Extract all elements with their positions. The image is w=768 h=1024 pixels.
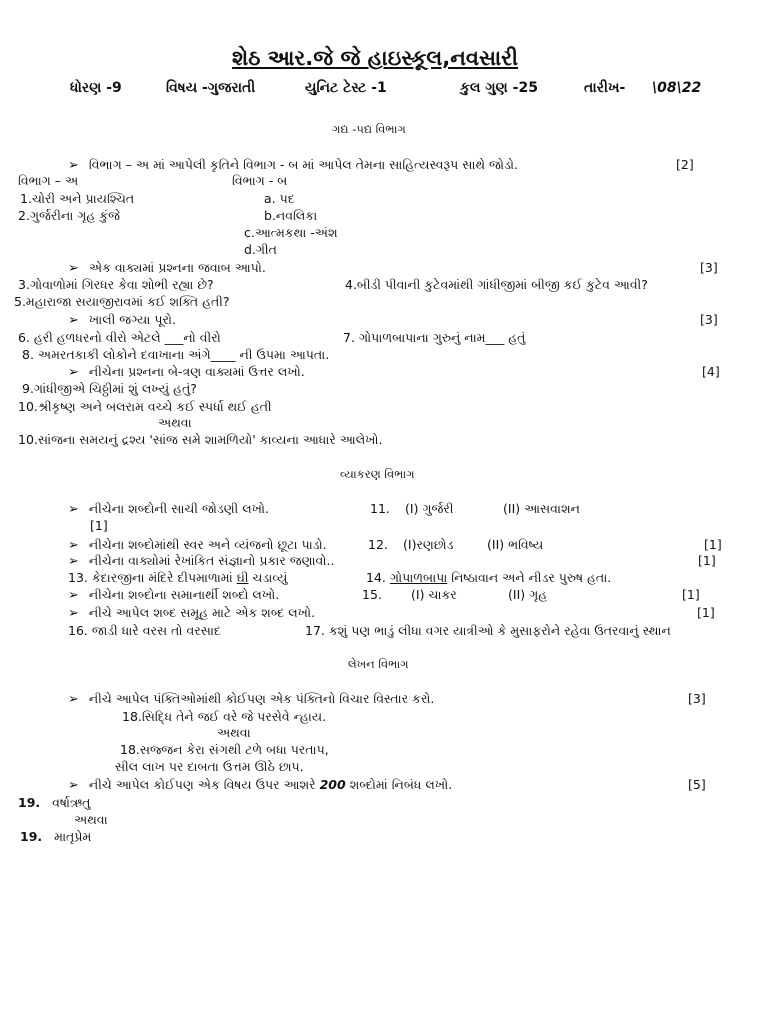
section-writing: લેખન વિભાગ (348, 657, 409, 671)
arrow-bullet-icon: ➢ (68, 588, 79, 603)
q13-text-end: ચડાવ્યું (248, 570, 288, 585)
marks-label: કુલ ગુણ -25 (460, 80, 538, 96)
q13-text: 13. કેદારજીના મંદિરે દીપમાળામાં (68, 570, 237, 585)
g3-instruction (68, 553, 334, 570)
g2-ii: (II) ભવિષ્ય (487, 537, 544, 552)
q4-instruction (68, 364, 305, 381)
q1-col-a: વિભાગ – અ (18, 173, 79, 188)
g3-marks: [1] (698, 553, 716, 568)
q1-b-d: d.ગીત (244, 242, 277, 257)
w2-text-end: શબ્દોમાં નિબંધ લખો. (345, 777, 453, 792)
q18b-line1: 18.સજ્જન કેરા સંગથી ટળે બધા પરતાપ, (120, 742, 329, 757)
section-grammar: વ્યાકરણ વિભાગ (340, 467, 415, 481)
q3-text: ખાલી જગ્યા પૂરો. (88, 312, 177, 327)
q5-question: 5.મહારાજા સયાજીરાવમાં કઈ શક્તિ હતી? (14, 294, 230, 309)
g2-num: 12. (368, 537, 388, 552)
q1-marks: [2] (676, 157, 694, 172)
std-label: ધોરણ -9 (70, 80, 122, 96)
g1-ii: (II) આસવાશન (503, 501, 580, 516)
q2-marks: [3] (700, 260, 718, 275)
q3-marks: [3] (700, 312, 718, 327)
essay-1-num: 19. (18, 795, 41, 810)
essay-2 (20, 829, 91, 845)
g1-marks: [1] (90, 518, 108, 533)
q10-or: અથવા (158, 415, 192, 430)
g4-instruction (68, 587, 279, 604)
g4-i: (I) ચાકર (411, 587, 457, 602)
g3-text: નીચેના વાક્યોમાં રેખાંકિત સંજ્ઞાનો પ્રકાર જણાવો.. (88, 553, 335, 568)
q14-question (366, 570, 611, 586)
arrow-bullet-icon: ➢ (68, 538, 79, 553)
g2-text: નીચેના શબ્દોમાંથી સ્વર અને વ્યંજનો છૂટા પાડો. (88, 537, 327, 552)
g1-text: નીચેના શબ્દોની સાચી જોડણી લખો. (88, 501, 270, 516)
q1-a2: 2.ગુર્જરીના ગૃહ કુંજે (18, 208, 120, 223)
w1-text: નીચે આપેલ પંક્તિઓમાંથી કોઈપણ એક પંક્તિનો વિચાર વિસ્તાર કરો. (88, 691, 435, 706)
arrow-bullet-icon: ➢ (68, 692, 79, 707)
w2-marks: [5] (688, 777, 706, 792)
date-label: તારીખ- (584, 80, 626, 96)
q18a-line: 18.સિદ્ધિ તેને જઈ વરે જે પરસેવે ન્હાય. (122, 709, 327, 724)
school-title: શેઠ આર.જે જે હાઇસ્કૂલ,નવસારી (232, 46, 519, 70)
q18b-line2: સીલ લાખ પર દાબતા ઉત્તમ ઊઠે છાપ. (115, 759, 304, 774)
q1-b-a: a. પદ (264, 191, 295, 206)
arrow-bullet-icon: ➢ (68, 313, 79, 328)
q1-b-b: b.નવલિકા (264, 208, 318, 223)
q2-instruction (68, 260, 266, 277)
arrow-bullet-icon: ➢ (68, 365, 79, 380)
w2-word-count: 200 (319, 777, 346, 792)
q3-question: 3.ગોવાળોમાં ગિરધર કેવા શોભી રહ્યા છે? (18, 277, 214, 292)
q7-question: 7. ગોપાળબાપાના ગુરુનું નામ___ હતું (343, 330, 526, 345)
q10-question: 10.શ્રીકૃષ્ણ અને બલરામ વચ્ચે કઈ સ્પર્ધા થઈ હતી (18, 399, 272, 414)
q14-text: નિષ્ઠાવાન અને નીડર પુરુષ હતા. (447, 570, 612, 585)
q3-instruction (68, 312, 176, 329)
g1-i: (I) ગુર્જરી (405, 501, 454, 516)
arrow-bullet-icon: ➢ (68, 778, 79, 793)
g2-marks: [1] (704, 537, 722, 552)
q1-col-b: વિભાગ - બ (232, 173, 288, 188)
g2-instruction (68, 537, 327, 554)
essay-2-topic: માતૃપ્રેમ (54, 829, 92, 844)
arrow-bullet-icon: ➢ (68, 554, 79, 569)
q13-underlined: ઘી (236, 570, 249, 585)
section-prose: ગદ્ય -પદ્ય વિભાગ (332, 122, 406, 136)
q14-num: 14. (366, 570, 390, 585)
q10b-question: 10.સાંજના સમયનું દ્રશ્ય 'સાંજ સમે શામળિયો' કાવ્યના આધારે આલેખો. (18, 432, 383, 447)
g4-marks: [1] (682, 587, 700, 602)
q8-question: 8. અમરતકાકી લોકોને દવાખાના અંગે____ ની ઉપમા આપતા. (22, 347, 330, 362)
q9-question: 9.ગાંધીજીએ ચિઠ્ઠીમાં શું લખ્યું હતું? (22, 381, 197, 396)
q1-a1: 1.ચોરી અને પ્રાયશ્ચિત (20, 191, 135, 206)
arrow-bullet-icon: ➢ (68, 502, 79, 517)
g5-text: નીચે આપેલ શબ્દ સમૂહ માટે એક શબ્દ લખો. (88, 605, 316, 620)
q6-question: 6. હરી હળધરનો વીરો એટલે ___નો વીરો (18, 330, 221, 345)
g2-i: (I)રણછોડ (403, 537, 454, 552)
essay-or: અથવા (74, 812, 108, 827)
g5-marks: [1] (697, 605, 715, 620)
essay-1 (18, 795, 90, 811)
q4-text: નીચેના પ્રશ્નના બે-ત્રણ વાક્યમાં ઉત્તર લખો. (88, 364, 305, 379)
q17-question: 17. કશું પણ ભાડું લીધા વગર યાત્રીઓ કે મુસાફરોને રહેવા ઉતરવાનું સ્થાન (305, 623, 671, 638)
q1-text: વિભાગ – અ માં આપેલી કૃતિને વિભાગ - બ માં આપેલ તેમના સાહિત્યસ્વરૂપ સાથે જોડો. (88, 157, 518, 172)
w1-marks: [3] (688, 691, 706, 706)
w2-instruction (68, 777, 452, 794)
g4-text: નીચેના શબ્દોના સમાનાર્થી શબ્દો લખો. (88, 587, 280, 602)
essay-2-num: 19. (20, 829, 43, 844)
q1-instruction (68, 157, 518, 174)
test-label: યુનિટ ટેસ્ટ -1 (305, 80, 387, 96)
w2-text: નીચે આપેલ કોઈપણ એક વિષય ઉપર આશરે (88, 777, 320, 792)
g1-instruction (68, 501, 269, 518)
q16-question: 16. જાડી ધારે વરસ તો વરસાદ (68, 623, 221, 638)
arrow-bullet-icon: ➢ (68, 158, 79, 173)
g4-num: 15. (362, 587, 382, 602)
arrow-bullet-icon: ➢ (68, 606, 79, 621)
w1-instruction (68, 691, 434, 708)
q13-question (68, 570, 287, 586)
q18-or: અથવા (217, 725, 251, 740)
arrow-bullet-icon: ➢ (68, 261, 79, 276)
g5-instruction (68, 605, 315, 622)
essay-1-topic: વર્ષાઋતુ (52, 795, 91, 810)
q14-underlined: ગોપાળબાપા (389, 570, 448, 585)
subject-label: વિષય -ગુજરાતી (166, 80, 256, 96)
q1-b-c: c.આત્મકથા -અંશ (244, 225, 338, 240)
g1-num: 11. (370, 501, 390, 516)
g4-ii: (II) ગૃહ (508, 587, 548, 602)
q2-text: એક વાક્યમાં પ્રશ્નના જવાબ આપો. (88, 260, 266, 275)
q4-marks: [4] (702, 364, 720, 379)
q4-question: 4.બીડી પીવાની કુટેવમાંથી ગાંધીજીમાં બીજી કઈ કુટેવ આવી? (345, 277, 648, 292)
date-value: \08\22 (652, 80, 702, 96)
